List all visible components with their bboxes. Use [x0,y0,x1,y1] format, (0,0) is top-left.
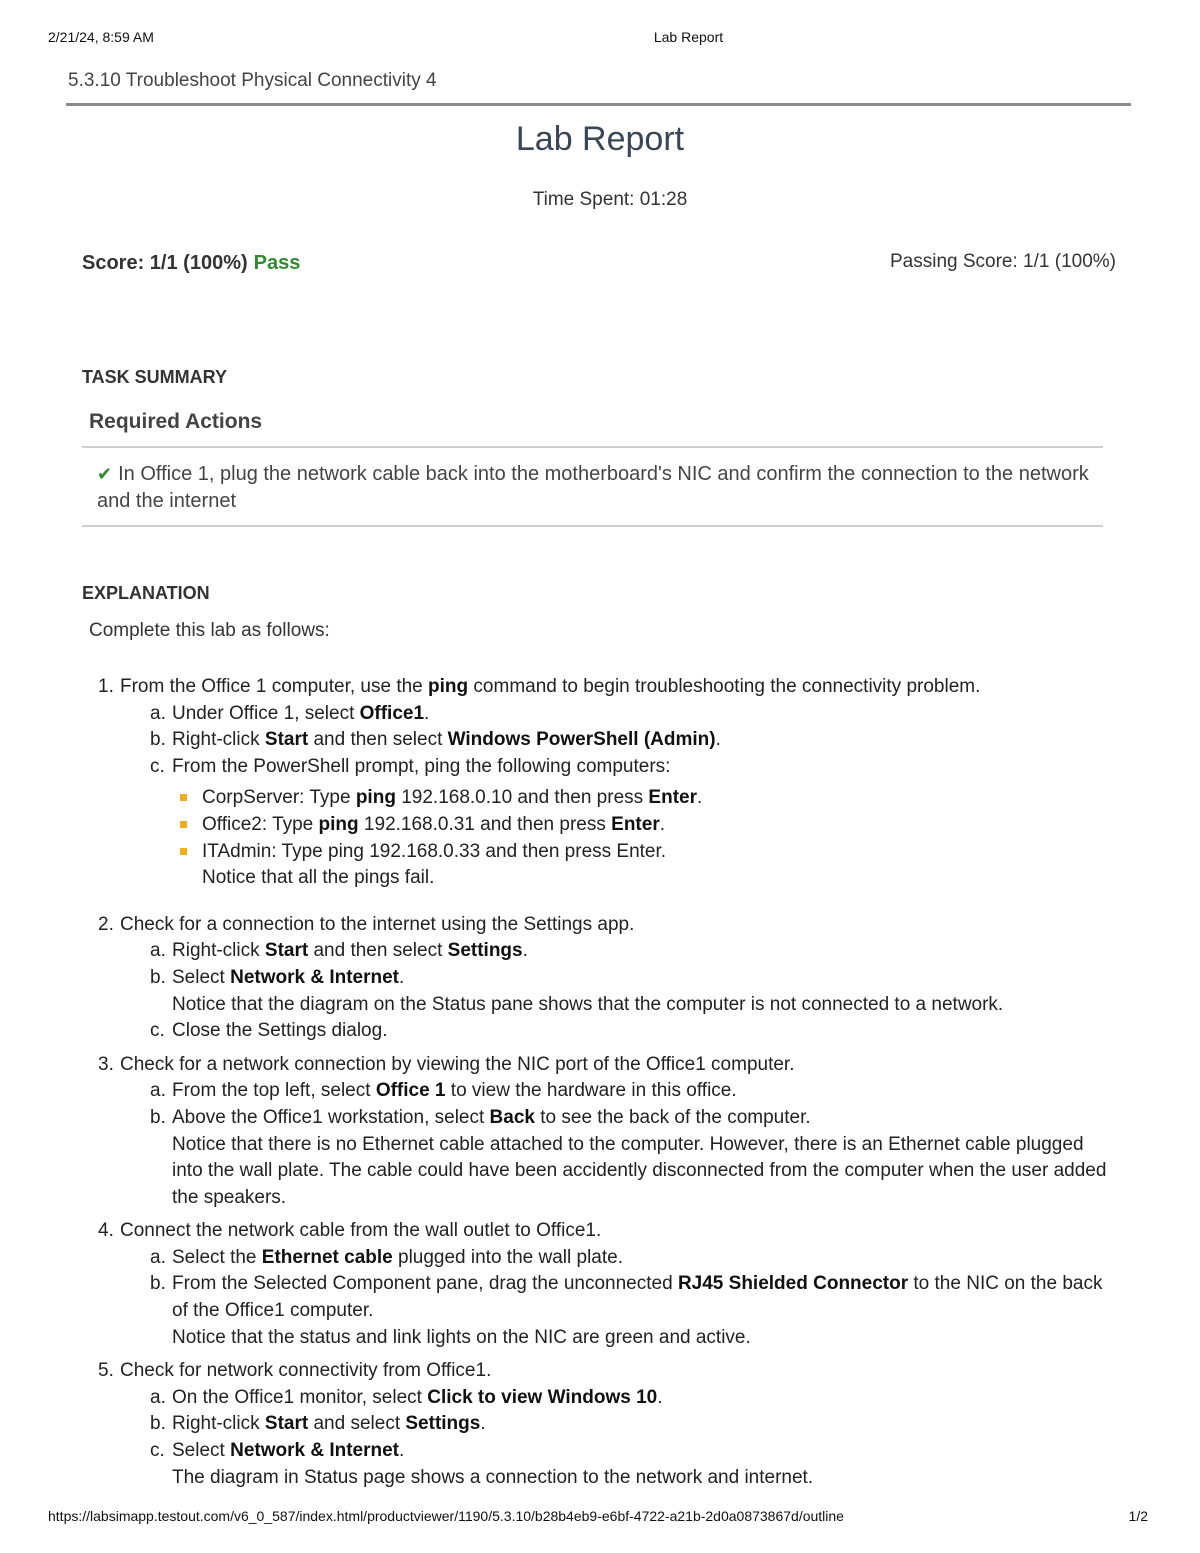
square-bullet-icon [180,794,187,801]
step-number: 5. [98,1360,114,1382]
substep-note: Notice that the diagram on the Status pane shows that the computer is not connected to a network. [172,993,1004,1015]
bold-term: Office 1 [375,1080,446,1102]
substep-item [120,938,1108,965]
step-item [98,1052,1108,1212]
substep-text [172,1440,404,1461]
bold-term: ping [355,787,396,809]
print-footer-url: https://labsimapp.testout.com/v6_0_587/index.html/productviewer/1190/5.3.10/b28b4eb9-e6bf-4722-a21b-2d0a0873867d/outline [48,1508,844,1524]
text-run: . [657,1386,663,1408]
substep-text [172,1020,387,1041]
step-item [98,912,1108,1045]
page-title: Lab Report [515,120,685,158]
print-header-title: Lab Report [653,29,724,45]
text-run: and then select [308,940,448,962]
substep-text [172,1107,811,1128]
step-number: 3. [98,1053,114,1075]
text-run: Right-click [172,729,265,751]
substep-item [120,1271,1108,1324]
text-run: . [424,702,430,724]
text-run: . [399,966,405,988]
bold-term: Ethernet cable [261,1246,393,1268]
substep-item [120,701,1108,728]
bullet-text [202,814,665,835]
substep-item [120,727,1108,754]
text-run: and select [308,1413,406,1435]
substep-letter: c. [150,1020,165,1042]
text-run: CorpServer: Type [202,787,356,809]
substep-letter: c. [150,1440,165,1462]
substep-note: Notice that the status and link lights on the NIC are green and active. [172,1326,751,1348]
explanation-intro: Complete this lab as follows: [89,620,330,641]
bold-term: Network & Internet [230,966,400,988]
spacer [120,892,1108,905]
bold-term: Start [264,1413,309,1435]
substep-item [120,1411,1108,1438]
text-run: . [522,940,528,962]
bold-term: Start [264,940,309,962]
bold-term: Back [489,1106,535,1128]
step-number: 2. [98,913,114,935]
substep-letter: b. [150,966,166,988]
score-value: Score: 1/1 (100%) [82,252,248,274]
text-run: On the Office1 monitor, select [172,1386,428,1408]
text-run: Right-click [172,940,265,962]
text-run: ITAdmin: Type ping 192.168.0.33 and then press Enter. [202,840,667,862]
substep-letter: a. [150,702,166,724]
required-actions-divider-top [82,446,1103,448]
score [82,252,300,275]
bullet-note: Notice that all the pings fail. [202,867,435,889]
text-run: . [480,1413,486,1435]
task-summary-heading: TASK SUMMARY [82,367,227,387]
substep-letter: b. [150,1413,166,1435]
required-action-text: In Office 1, plug the network cable back into the motherboard's NIC and confirm the connection to the network and the internet [97,463,1089,512]
substep-item [120,965,1108,992]
step-text [120,1218,1108,1245]
substep-text [172,1387,663,1408]
substep-letter: a. [150,1386,166,1408]
bold-term: Click to view Windows 10 [427,1386,658,1408]
bold-term: Enter [648,787,697,809]
substep-item [120,1078,1108,1105]
substep-text [172,1247,623,1268]
text-run: . [715,729,721,751]
substep-letter: c. [150,755,165,777]
step-number: 4. [98,1220,114,1242]
explanation-heading: EXPLANATION [82,583,210,603]
required-actions-heading: Required Actions [89,410,263,433]
text-run: Office2: Type [202,813,319,835]
substep-note: Notice that there is no Ethernet cable attached to the computer. However, there is an Ethernet cable plugged into the wall plate. The cable could have been accidently disconnected from the computer when the user added the speakers. [172,1133,1107,1208]
text-run: Check for network connectivity from Office1. [120,1360,492,1382]
text-run: Select the [172,1246,262,1268]
text-run: and then select [308,729,448,751]
text-run: to see the back of the computer. [534,1106,811,1128]
substep-text [172,940,528,961]
text-run: From the PowerShell prompt, ping the following computers: [172,755,671,777]
text-run: . [697,787,703,809]
text-run: From the top left, select [172,1080,376,1102]
lab-name: 5.3.10 Troubleshoot Physical Connectivity 4 [68,70,437,91]
bold-term: Network & Internet [230,1440,400,1462]
text-run: Close the Settings dialog. [172,1020,388,1042]
bullet-text [202,787,702,808]
substep-note: The diagram in Status page shows a connection to the network and internet. [172,1466,814,1488]
text-run: Select [172,966,231,988]
substep-text [172,703,429,724]
substep-letter: b. [150,1106,166,1128]
substep-text [172,1273,1102,1321]
text-run: to view the hardware in this office. [445,1080,737,1102]
text-run: . [659,813,665,835]
bullet-item [120,785,1108,812]
time-spent: Time Spent: 01:28 [532,189,688,210]
step-item [98,1358,1108,1491]
check-icon: ✔ [97,464,113,484]
header-divider [66,103,1131,106]
text-run: plugged into the wall plate. [392,1246,623,1268]
step-text [120,1358,1108,1385]
substep-item [120,1438,1108,1465]
bold-term: Windows PowerShell (Admin) [447,729,716,751]
substep-item [120,1018,1108,1045]
pass-badge: Pass [253,252,301,274]
text-run: 192.168.0.10 and then press [395,787,649,809]
bold-term: Settings [447,940,523,962]
passing-score: Passing Score: 1/1 (100%) [889,251,1116,272]
text-run: From the Office 1 computer, use the [120,676,429,697]
bullet-item [120,812,1108,839]
substep-item [120,1385,1108,1412]
bold-term: ping [428,676,469,697]
substep-text [172,967,404,988]
substep-text [172,1413,486,1434]
bold-term: ping [318,813,359,835]
text-run: to the NIC on the back of the Office1 computer. [172,1273,1103,1322]
text-run: Connect the network cable from the wall outlet to Office1. [120,1220,602,1242]
steps-list [98,674,1108,1498]
step-text [120,674,1108,701]
text-run: 192.168.0.31 and then press [358,813,612,835]
bullet-item [120,839,1108,866]
substep-letter: b. [150,1273,166,1295]
substep-letter: a. [150,940,166,962]
bold-term: Office1 [359,702,425,724]
step-text [120,912,1108,939]
square-bullet-icon [180,848,187,855]
page-number: 1/2 [1128,1508,1148,1524]
text-run: Check for a connection to the internet using the Settings app. [120,913,635,935]
bold-term: Settings [405,1413,481,1435]
substep-item [120,1245,1108,1272]
text-run: command to begin troubleshooting the connectivity problem. [468,676,981,697]
text-run: Select [172,1440,231,1462]
required-actions-divider-bottom [82,525,1103,527]
substep-letter: a. [150,1246,166,1268]
text-run: . [399,1440,405,1462]
step-item [98,1218,1108,1351]
text-run: Under Office 1, select [172,702,360,724]
bold-term: Start [264,729,309,751]
square-bullet-icon [180,821,187,828]
substep-text [172,729,721,750]
substep-letter: b. [150,729,166,751]
required-action-item [97,461,1107,515]
print-datetime: 2/21/24, 8:59 AM [48,29,154,45]
substep-text [172,1080,737,1101]
text-run: Check for a network connection by viewing the NIC port of the Office1 computer. [120,1053,795,1075]
step-number: 1. [98,676,114,697]
text-run: Above the Office1 workstation, select [172,1106,490,1128]
substep-text [172,756,670,777]
substep-item [120,1105,1108,1132]
step-item [98,674,1108,905]
bold-term: Enter [611,813,660,835]
substep-letter: a. [150,1080,166,1102]
bullet-list [120,785,1108,891]
text-run: Right-click [172,1413,265,1435]
step-text [120,1052,1108,1079]
bold-term: RJ45 Shielded Connector [677,1273,909,1295]
text-run: From the Selected Component pane, drag the unconnected [172,1273,678,1295]
substep-item [120,754,1108,781]
bullet-text [202,841,666,862]
